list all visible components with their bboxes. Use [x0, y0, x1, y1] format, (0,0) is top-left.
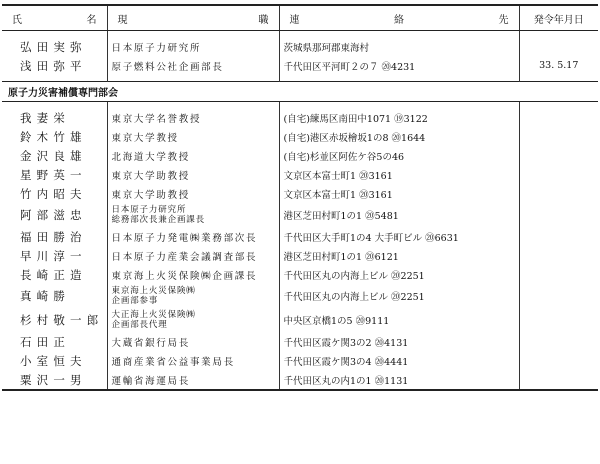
table-row: [2, 246, 598, 265]
member-name: 杉村敬一郎: [20, 313, 104, 327]
member-name: 粟沢一男: [2, 370, 107, 390]
member-name: 弘田実弥: [20, 39, 87, 54]
member-name: 石田正: [20, 334, 71, 349]
member-name: 早川淳一: [20, 248, 87, 263]
appointment-date: [519, 127, 598, 146]
appointment-date: [519, 265, 598, 284]
table-row: [2, 165, 598, 184]
member-contact: 港区芝田村町1の1 ⑳6121: [279, 246, 519, 265]
table-row: [2, 56, 598, 75]
member-post: 東京大学教授: [107, 127, 279, 146]
member-name: 阿部滋忠: [20, 208, 87, 222]
table-row: [2, 146, 598, 165]
member-post: 日本原子力発電㈱業務部次長: [107, 227, 279, 246]
header-contact: 連 絡 先: [279, 5, 519, 31]
member-post: 北海道大学教授: [107, 146, 279, 165]
member-contact: 文京区本富士町1 ⑳3161: [279, 184, 519, 203]
appointment-date: [519, 108, 598, 127]
appointment-date: [519, 284, 598, 308]
appointment-date: [519, 227, 598, 246]
member-post: 日本原子力産業会議調査部長: [107, 246, 279, 265]
table-row: [2, 351, 598, 370]
member-contact: (自宅)練馬区南田中1071 ⑲3122: [279, 108, 519, 127]
member-contact: 千代田区大手町1の4 大手町ビル ⑳6631: [279, 227, 519, 246]
member-post: 日本原子力研究所 総務部次長兼企画課長: [107, 203, 279, 227]
member-post: 東京大学助教授: [107, 184, 279, 203]
member-contact: (自宅)杉並区阿佐ケ谷5の46: [279, 146, 519, 165]
header-name: 氏 名: [2, 5, 107, 31]
table-row: [2, 370, 598, 390]
member-post: 原子燃料公社企画部長: [107, 56, 279, 75]
table-row: [2, 37, 598, 56]
appointment-date: [519, 351, 598, 370]
table-row: [2, 227, 598, 246]
member-post: 通商産業省公益事業局長: [107, 351, 279, 370]
member-contact: 千代田区平河町２の７ ⑳4231: [279, 56, 519, 75]
table-row: [2, 127, 598, 146]
member-name: 鈴木竹雄: [20, 129, 87, 144]
member-name: 星野英一: [20, 167, 87, 182]
member-contact: 千代田区丸の内海上ビル ⑳2251: [279, 284, 519, 308]
appointment-date: [519, 146, 598, 165]
member-name: 福田勝治: [20, 229, 87, 244]
appointment-date: [519, 37, 598, 56]
table-row: [2, 284, 598, 308]
member-name: 長崎正造: [20, 267, 87, 282]
appointment-date: [519, 184, 598, 203]
appointment-date: [519, 370, 598, 390]
member-contact: 千代田区霞ケ関3の2 ⑳4131: [279, 332, 519, 351]
appointment-date: [519, 308, 598, 332]
header-date: 発令年月日: [519, 5, 598, 31]
table-header: [2, 5, 598, 31]
appointment-date: [519, 203, 598, 227]
member-contact: 千代田区霞ケ関3の4 ⑳4441: [279, 351, 519, 370]
member-contact: 千代田区丸の内1の1 ⑳1131: [279, 370, 519, 390]
table-row: [2, 184, 598, 203]
member-post: 大蔵省銀行局長: [107, 332, 279, 351]
member-contact: 千代田区丸の内海上ビル ⑳2251: [279, 265, 519, 284]
section-header: [2, 82, 598, 102]
member-post: 東京海上火災保険㈱企画課長: [107, 265, 279, 284]
member-post: 東京大学助教授: [107, 165, 279, 184]
member-post: 運輸省海運局長: [107, 370, 279, 390]
member-contact: 中央区京橋1の5 ⑳9111: [279, 308, 519, 332]
member-name: 金沢良雄: [20, 148, 87, 163]
member-contact: 港区芝田村町1の1 ⑳5481: [279, 203, 519, 227]
section-title: 原子力災害補償専門部会: [2, 82, 598, 102]
appointment-date: [519, 246, 598, 265]
member-name: 真崎勝: [20, 289, 71, 303]
appointment-date: [519, 332, 598, 351]
member-contact: 茨城県那珂郡東海村: [279, 37, 519, 56]
table-row: [2, 203, 598, 227]
table-row: [2, 308, 598, 332]
appointment-date: [519, 165, 598, 184]
table-row: [2, 332, 598, 351]
member-post: 大正海上火災保険㈱ 企画部長代理: [107, 308, 279, 332]
member-post: 日本原子力研究所: [107, 37, 279, 56]
appointment-date: 33. 5.17: [519, 56, 598, 75]
table-row: [2, 265, 598, 284]
member-name: 我妻栄: [20, 110, 71, 125]
member-post: 東京海上火災保険㈱ 企画部参事: [107, 284, 279, 308]
member-post: 東京大学名誉教授: [107, 108, 279, 127]
member-name: 浅田弥平: [20, 58, 87, 73]
member-contact: 文京区本富士町1 ⑳3161: [279, 165, 519, 184]
member-contact: (自宅)港区赤坂檜坂1の8 ⑳1644: [279, 127, 519, 146]
committee-table: [2, 4, 598, 391]
member-name: 小室恒夫: [20, 353, 87, 368]
table-row: [2, 108, 598, 127]
header-post: 現 職: [107, 5, 279, 31]
member-name: 竹内昭夫: [20, 186, 87, 201]
